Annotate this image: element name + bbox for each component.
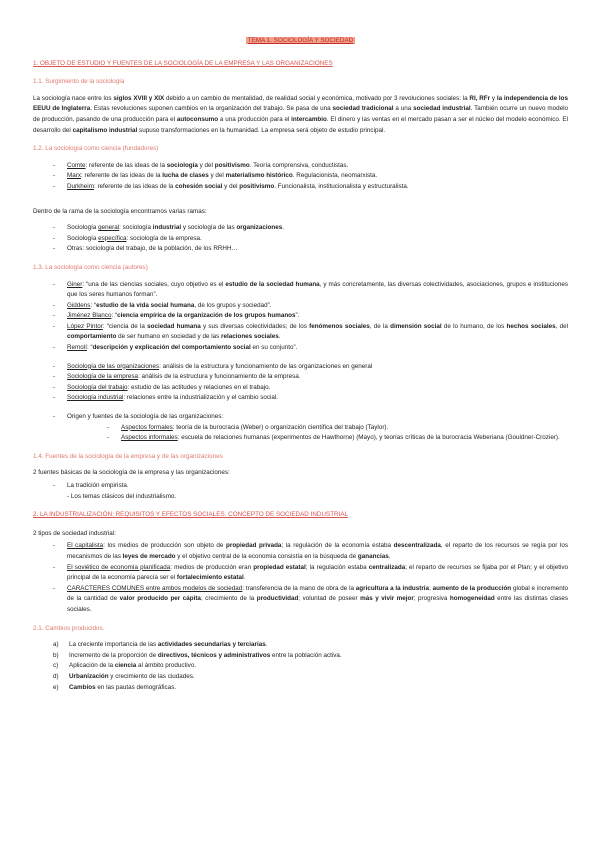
- list-item: - López Pintor: “ciencia de la sociedad humana y sus diversas colectividades; de los fenómenos sociales, de la dimensión social de lo humano, de los hechos sociales, del comportamiento de ser humano en sociedad y de las relaciones sociales.: [33, 322, 568, 343]
- list-item: - Sociología de la empresa: análisis de la estructura y funcionamiento de la empresa.: [33, 372, 568, 383]
- list-item: - Sociología de las organizaciones: análisis de la estructura y funcionamiento de las organizaciones en general: [33, 362, 568, 373]
- section-1-1-paragraph: La sociología nace entre los siglos XVIII y XIX debido a un cambio de mentalidad, de realidad social y económica, motivado por 3 revoluciones sociales: la RI, RFr y la independencia de los EEUU de Inglaterra. Estas revoluciones suponen cambios en la organización del trabajo. Se pasa de una sociedad tradicional a una sociedad industrial. También ocurre un nuevo modelo de producción, pasando de una producción para el autoconsumo a una producción para el intercambio. El dinero y las ventas en el mercado pasan a ser el núcleo del modelo económico. El desarrollo del capitalismo industrial supuso transformaciones en la humanidad. La empresa será objeto de estudio principal.: [33, 94, 568, 134]
- list-item: - Giner: “una de las ciencias sociales, cuyo objetivo es el estudio de la sociedad humana, y más concretamente, las diversas colectividades, asociaciones, grupos e instituciones que los seres humanos forman”.: [33, 280, 568, 301]
- sources-intro: 2 fuentes básicas de la sociología de la empresa y las organizaciones:: [33, 469, 230, 477]
- section-2-1-heading: 2.1. Cambios producidos.: [33, 624, 105, 632]
- list-item: - Marx: referente de las ideas de la lucha de clases y del materialismo histórico. Regulacionista, neomarxista.: [33, 171, 568, 182]
- document-title: TEMA 1. SOCIOLOGÍA Y SOCIEDAD: [247, 37, 354, 44]
- list-item: - Aspectos informales: escuela de relaciones humanas (experimentos de Hawthorne) (Mayo), y teorías críticas de la burocracia Weberiana (Gouldner-Crozier).: [67, 433, 568, 444]
- section-1-1-heading: 1.1. Surgimiento de la sociología: [33, 78, 125, 86]
- section-1-3-heading: 1.3. La sociología como ciencia (autores): [33, 263, 148, 271]
- list-item: - Sociología específica: sociología de la empresa.: [33, 234, 568, 245]
- list-item: - Durkheim: referente de las ideas de la cohesión social y del positivismo. Funcionalista, institucionalista y estructuralista.: [33, 182, 568, 193]
- section-1-2-heading: 1.2. La sociología como ciencia (fundadores): [33, 145, 159, 153]
- sources-list: [33, 481, 568, 502]
- origins-list: [33, 412, 568, 444]
- list-item: - Aspectos formales: teoría de la burocracia (Weber) o organización científica del trabajo (Taylor).: [67, 423, 568, 434]
- changes-list: [33, 640, 568, 693]
- list-item: - La tradición empirista.: [33, 481, 568, 492]
- list-item: - El soviético de economía planificada: medios de producción eran propiedad estatal; la regulación estaba centralizada; el reparto de recursos se fijaba por el Plan; y el objetivo principal de la economía parecía ser el fortalecimiento estatal.: [33, 563, 568, 584]
- list-item: - Otras: sociología del trabajo, de la población, de los RRHH…: [33, 244, 568, 255]
- list-item: - Origen y fuentes de la sociología de las organizaciones: - Aspectos formales: teoría de la burocracia (Weber) o organización científica del trabajo (Taylor). - Aspectos informales: escuela de relaciones humanas (experimentos de Hawthorne) (Mayo), y teorías críticas de la burocracia Weberiana (Gouldner-Crozier).: [33, 412, 568, 444]
- list-item: - Sociología del trabajo: estudio de las actitudes y relaciones en el trabajo.: [33, 383, 568, 394]
- founders-list: [33, 161, 568, 193]
- society-types-list: [33, 541, 568, 615]
- list-item: - Sociología general: sociología industrial y sociología de las organizaciones.: [33, 223, 568, 234]
- sociology-types-list: [33, 362, 568, 404]
- list-item: - CARACTERES COMUNES entre ambos modelos de sociedad: transferencia de la mano de obra de la agricultura a la industria; aumento de la producción global e incremento de la cantidad de valor producido per cápita; crecimiento de la productividad; voluntad de poseer más y vivir mejor; progresiva homogeneidad entre las distintas clases sociales.: [33, 584, 568, 616]
- document-page: [33, 36, 568, 693]
- list-item: - Jiménez Blanco: “ciencia empírica de la organización de los grupos humanos”.: [33, 311, 568, 322]
- list-item: b) Incremento de la proporción de directivos, técnicos y administrativos entre la población activa.: [53, 651, 342, 659]
- section-1-heading: 1. OBJETO DE ESTUDIO Y FUENTES DE LA SOCIOLOGÍA DE LA EMPRESA Y LAS ORGANIZACIONES: [33, 59, 333, 67]
- branches-list: [33, 223, 568, 255]
- list-item: - Los temas clásicos del industrialismo.: [67, 492, 177, 500]
- list-item: - Comte: referente de las ideas de la sociología y del positivismo. Teoría comprensiva, conductistas.: [33, 161, 568, 172]
- list-item: d) Urbanización y crecimiento de las ciudades.: [53, 672, 195, 680]
- section-2-heading: 2. LA INDUSTRIALIZACIÓN: REQUISITOS Y EFECTOS SOCIALES. CONCEPTO DE SOCIEDAD INDUSTRIAL: [33, 511, 349, 519]
- authors-list: [33, 280, 568, 354]
- section-1-4-heading: 1.4. Fuentes de la sociología de la empresa y de las organizaciones: [33, 452, 223, 460]
- branches-intro: Dentro de la rama de la sociología encontramos varias ramas:: [33, 207, 207, 215]
- list-item: e) Cambios en las pautas demográficas.: [53, 683, 177, 691]
- list-item: a) La creciente importancia de las actividades secundarias y terciarias.: [53, 641, 268, 649]
- origins-sublist: [67, 423, 568, 444]
- section-2-intro: 2 tipos de sociedad industrial:: [33, 529, 116, 537]
- list-item: - Giddens: “estudio de la vida social humana, de los grupos y sociedad”.: [33, 301, 568, 312]
- list-item: - El capitalista: los medios de producción son objeto de propiedad privada; la regulación de la economía estaba descentralizada, el reparto de los recursos se regía por los mecanismos de las leyes de mercado y el objetivo central de la economía consistía en la búsqueda de ganancias.: [33, 541, 568, 562]
- list-item: - Sociología industrial: relaciones entre la industrialización y el cambio social.: [33, 393, 568, 404]
- list-item: c) Aplicación de la ciencia al ámbito productivo.: [53, 662, 197, 670]
- list-item: - Remolí: “descripción y explicación del comportamiento social en su conjunto”.: [33, 343, 568, 354]
